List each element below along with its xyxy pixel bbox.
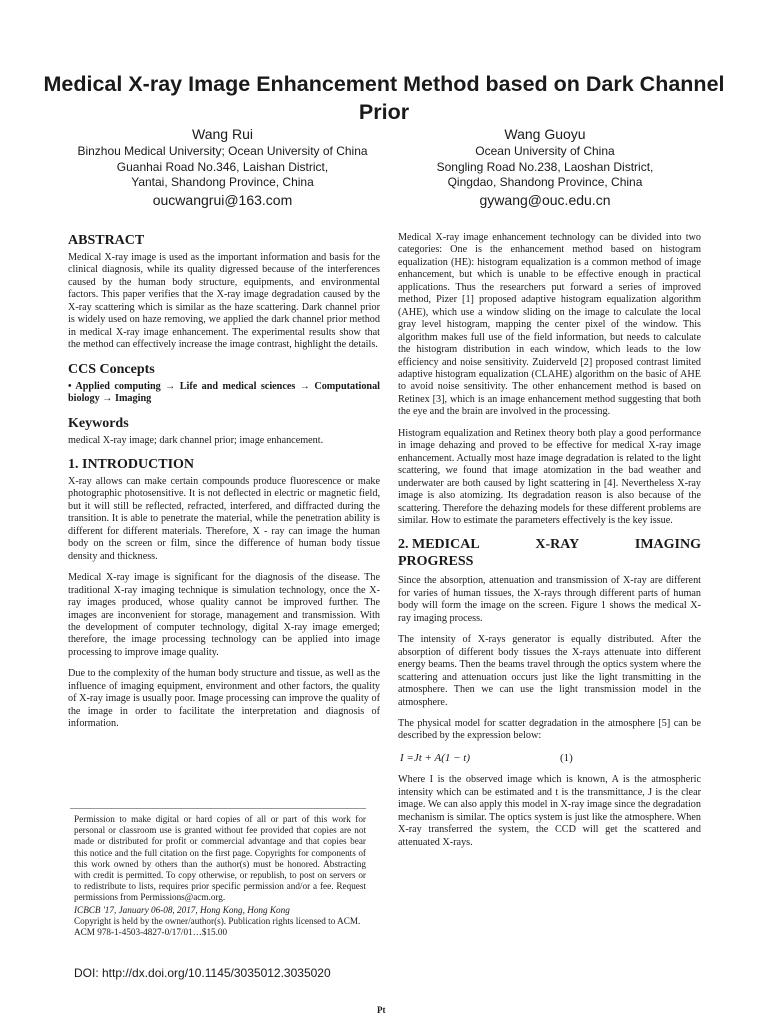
author-affiliation-line: Yantai, Shandong Province, China [131,175,314,189]
conference-text: ICBCB '17, January 06-08, 2017, Hong Kong, Hong Kong [74,904,290,915]
where-paragraph: Where I is the observed image which is known, A is the atmospheric intensity which can be estimated and t is the transmittance, J is the clear image. We can also apply this model in X-ray image since the degradation mechanism is similar. The optics system is just like the atmosphere. When X-ray transferred the system, the CCD will get the scattered and attenuated X-rays. [398,774,701,848]
page-mark: Pt [377,1005,386,1015]
ccs-heading: CCS Concepts [68,361,155,377]
author-affiliation-line: Qingdao, Shandong Province, China [447,175,643,189]
doi-link[interactable]: DOI: http://dx.doi.org/10.1145/3035012.3035020 [74,966,331,980]
heading-word: 2. MEDICAL [398,537,480,553]
author-affiliation-line: Guanhai Road No.346, Laishan District, [116,159,329,174]
author-email: gywang@ouc.edu.cn [479,191,611,208]
intro-paragraph: Medical X-ray image is significant for the diagnosis of the disease. The traditional X-ray imaging technique is simulation technology, once the X-ray images produced, whose quality cannot be improved further. The images are inconvenient for storage, management and transmission. With the development of computer technology, digital X-ray image emerged; therefore, the image processing technology can be applied into image processing to improve image quality. [68,572,380,658]
introduction-heading: 1. INTRODUCTION [68,456,195,472]
equation-number: (1) [560,751,573,764]
body-paragraph: Since the absorption, attenuation and transmission of X-ray are different for varies of human tissues, the X-rays through different parts of human body will form the image on the screen. Figure 1 shows the medical X-ray imaging process. [398,575,701,624]
footnote-divider [70,808,366,809]
conference-info [74,905,366,916]
paper-title: Medical X-ray Image Enhancement Method based on Dark Channel Prior [43,72,725,124]
copyright-text: Copyright is held by the owner/author(s). Publication rights licensed to ACM. [74,915,361,926]
author-affiliation-line: Ocean University of China [475,144,615,158]
author-email: oucwangrui@163.com [152,191,293,208]
heading-word: PROGRESS [398,554,474,570]
body-paragraph: Histogram equalization and Retinex theory both play a good performance in image dehazing and proved to be effective for medical X-ray image enhancement. Actually most haze image degradation is related to the light scattering, we found that image atomization in the bad weather and underwater are both caused by light scattering in [4]. Nevertheless X-ray image is also atomizing. Its degradation reason is also because of the scattering. Therefore the dehazing models for these different problems are similar. How to estimate the parameters effectively is the key issue. [398,427,701,526]
isbn-text: ACM 978-1-4503-4827-0/17/01…$15.00 [74,927,228,938]
left-column [68,232,380,740]
intro-paragraph: X-ray allows can make certain compounds produce fluorescence or make photographic photosensitive. It is not deflected in electric or magnetic field, but it will still be reflected, refracted, interfered, and diffracted during the transition. It is able to penetrate the material, while the penetration ability is different for different materials. Therefore, X - ray can image the human body on the screen or film, since the difference of human body tissue density and thickness. [68,475,380,562]
permission-block [74,814,366,938]
author-block-2 [395,125,695,209]
author-affiliation-line: Binzhou Medical University; Ocean University of China [77,144,368,158]
heading-word: IMAGING [634,537,701,553]
body-paragraph: Medical X-ray image enhancement technology can be divided into two categories: One is the enhancement method based on histogram equalization (HE): histogram equalization is a common method of image enhancement, but which is unable to be effective enough in practical applications. Thus the researchers put forward a series of improved method, Pizer [1] proposed adaptive histogram equalization algorithm (AHE), which use a window sliding on the image to calculate the local gray level histogram, mapping the center pixel of the window. This algorithm makes full use of the field information, but needs to calculate the histogram distribution in each window, which leads to the low efficiency and noise sensitivity. Zuiderveld [2] proposed contrast limited adaptive histogram equalization (CLAHE) algorithm on the basic of AHE to avoid noise sensitivity. The other enhancement method is based on Retinex [3], which is an image enhancement method suggesting that both the eye and the brain are involved in the processing. [398,232,701,418]
equation-expression: I =Jt + A(1 − t) [400,751,471,764]
ccs-concepts: • Applied computing → Life and medical sciences → Computational biology → Imaging [68,380,380,405]
author-name: Wang Rui [192,126,253,142]
heading-word: X-RAY [535,537,580,553]
equation-1 [398,752,701,764]
abstract-heading: ABSTRACT [68,233,145,248]
body-paragraph: The intensity of X-rays generator is equally distributed. After the absorption of different body tissues the X-rays attenuate into different energy beams. Then the beams travel through the optics system where the scattering and attenuation occurs just like the light transmitting in the atmosphere. Then we can use the light transmission model in the atmosphere. [398,634,701,708]
author-block-1 [55,125,390,209]
keywords-heading: Keywords [68,415,129,431]
body-paragraph: The physical model for scatter degradation in the atmosphere [5] can be described by the expression below: [398,717,701,742]
abstract-text: Medical X-ray image is used as the important information and basis for the clinical diagnosis, while its quality digressed because of the interferences caused by the human body structure, equipments, and environmental factors. This paper verifies that the X-ray image degradation caused by the X-ray scattering which is similar as the haze scattering. Dark channel prior is widely used on haze removing, we applied the dark channel prior method in medical X-ray image enhancement. The experimental results show that the method can effectively increase the image contrast, highlight the details. [68,252,380,351]
author-name: Wang Guoyu [504,126,586,142]
permission-text: Permission to make digital or hard copies of all or part of this work for personal or classroom use is granted without fee provided that copies are not made or distributed for profit or commercial advantage and that copies bear this notice and the full citation on the first page. Copyrights for components of this work owned by others than the author(s) must be honored. Abstracting with credit is permitted. To copy otherwise, or republish, to post on servers or to redistribute to lists, requires prior specific permission and/or a fee. Request permissions from Permissions@acm.org. [74,814,366,903]
right-column [398,232,701,858]
keywords-text: medical X-ray image; dark channel prior; image enhancement. [68,434,324,446]
intro-paragraph: Due to the complexity of the human body structure and tissue, as well as the influence of imaging equipment, environment and other factors, the quality of X-ray image is usually poor. Image processing can improve the quality of the image in order to facilitate the interpretation and diagnosis of information. [68,668,380,730]
section-2-heading [398,536,701,570]
author-affiliation-line: Songling Road No.238, Laoshan District, [436,159,654,174]
